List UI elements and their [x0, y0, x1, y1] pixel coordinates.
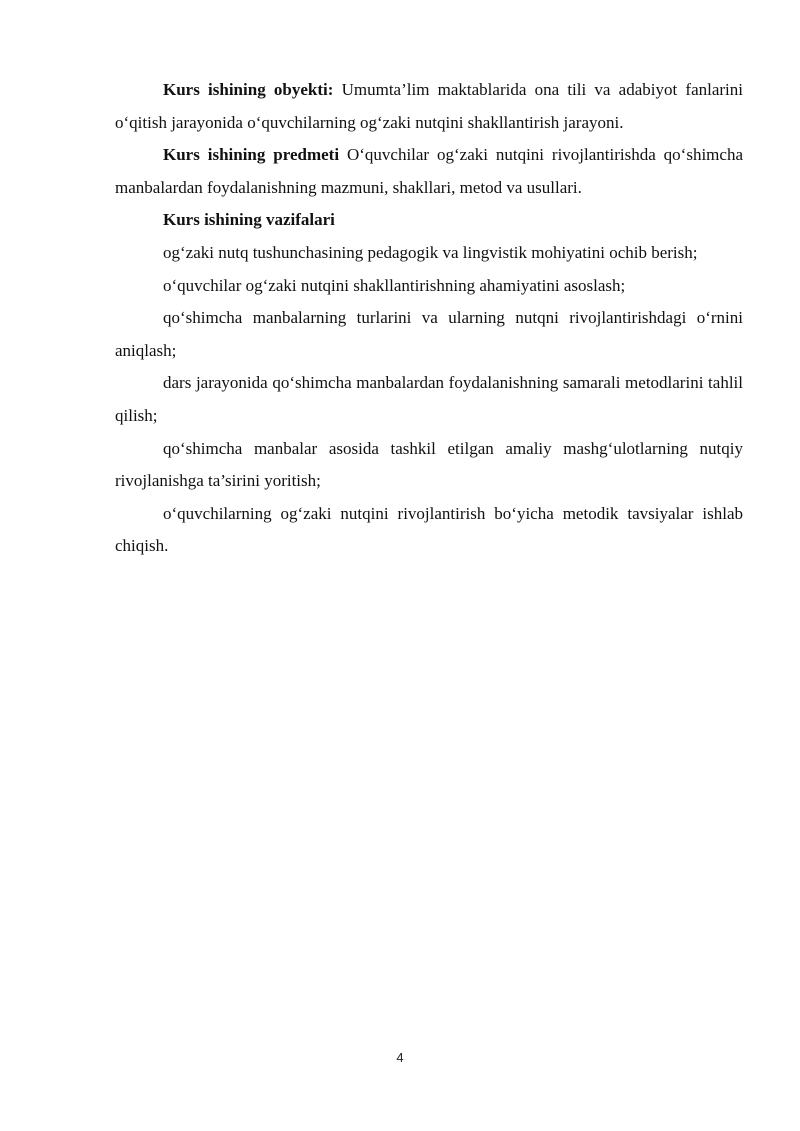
- task-item: o‘quvchilarning og‘zaki nutqini rivojlantirish bo‘yicha metodik tavsiyalar ishlab chiqish.: [115, 503, 743, 556]
- object-text: Umumta’lim maktablarida ona tili va adabiyot fanlarini o‘qitish jarayonida o‘quvchilarning og‘zaki nutqini shakllantirish jarayoni.: [115, 80, 743, 132]
- object-label: Kurs ishining obyekti: [163, 80, 328, 99]
- object-colon: :: [327, 80, 334, 99]
- task-item: qo‘shimcha manbalar asosida tashkil etilgan amaliy mashg‘ulotlarning nutqiy rivojlanishga ta’sirini yoritish;: [115, 438, 743, 491]
- task-item: qo‘shimcha manbalarning turlarini va ularning nutqni rivojlantirishdagi o‘rnini aniqlash;: [115, 308, 743, 360]
- document-body: [115, 74, 743, 563]
- object-paragraph: [115, 74, 743, 139]
- task-item: o‘quvchilar og‘zaki nutqini shakllantirishning ahamiyatini asoslash;: [163, 275, 626, 295]
- task-item: dars jarayonida qo‘shimcha manbalardan foydalanishning samarali metodlarini tahlil qilish;: [115, 373, 743, 425]
- page-number: 4: [396, 1050, 404, 1065]
- subject-label: Kurs ishining predmeti: [163, 145, 340, 165]
- subject-text: O‘quvchilar og‘zaki nutqini rivojlantirishda qo‘shimcha manbalardan foydalanishning mazmuni, shakllari, metod va usullari.: [115, 145, 743, 197]
- tasks-heading: Kurs ishining vazifalari: [163, 210, 335, 230]
- subject-paragraph: [115, 139, 743, 204]
- task-item: og‘zaki nutq tushunchasining pedagogik va lingvistik mohiyatini ochib berish;: [163, 242, 698, 262]
